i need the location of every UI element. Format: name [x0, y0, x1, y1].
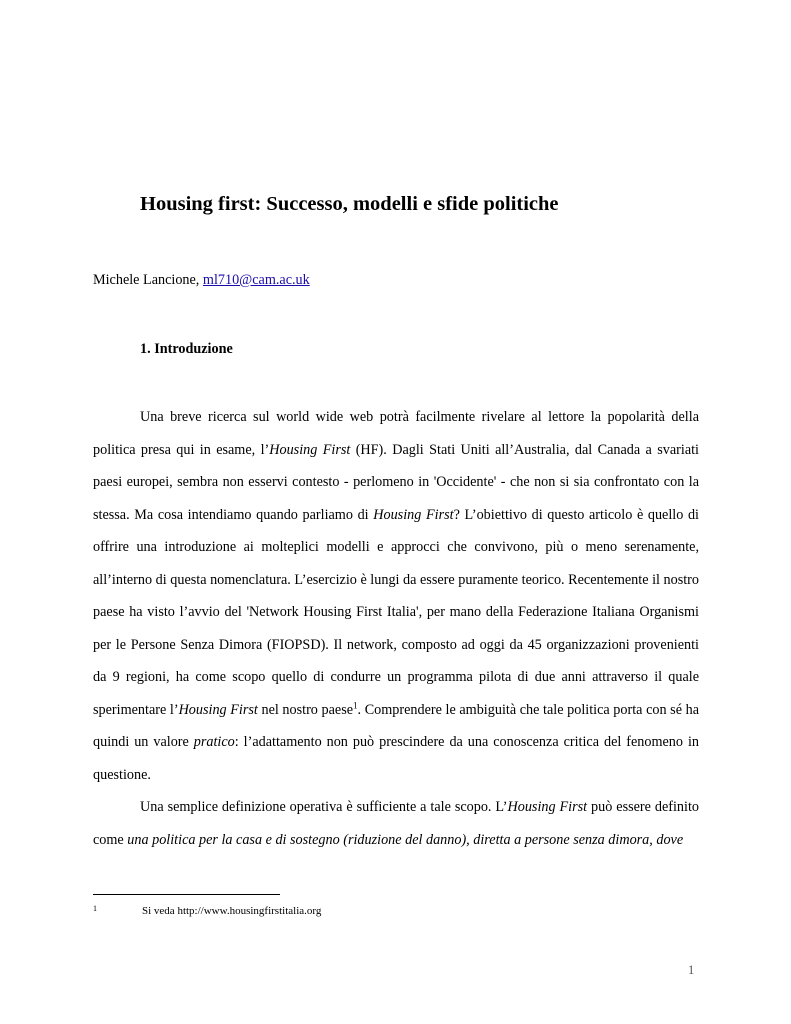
section-heading: 1. Introduzione: [140, 341, 233, 357]
text-run: può essere definito come: [93, 799, 699, 848]
italic-run: Housing First: [373, 506, 454, 523]
footnote-reference[interactable]: 1: [353, 699, 358, 710]
text-run: Una semplice definizione operativa è sufficiente a tale scopo. L’: [140, 799, 508, 815]
text-run: (HF). Dagli Stati Uniti all’Australia, dal Canada a svariati paesi europei, sembra non esservi contesto - perlomeno in 'Occidente' - che non si sia confrontato con la stessa. Ma cosa intendiamo quando parliamo di: [93, 441, 699, 523]
text-run: Una breve ricerca sul world wide web potrà facilmente rivelare al lettore la popolarità della politica presa qui in esame, l’: [93, 409, 699, 458]
author-name: Michele Lancione,: [93, 272, 203, 288]
paragraph-2: [93, 791, 699, 856]
text-run: ? L’obiettivo di questo articolo è quello di offrire una introduzione ai molteplici modelli e approcci che convivono, più o meno serenamente, all’interno di questa nomenclatura. L’esercizio è lungi da essere puramente teorico. Recentemente il nostro paese ha visto l’avvio del 'Network Housing First Italia', per mano della Federazione Italiana Organismi per le Persone Senza Dimora (FIOPSD). Il network, composto ad oggi da 45 organizzazioni provenienti da 9 regioni, ha come scopo quello di condurre un programma pilota di due anni attraverso il quale sperimentare l’: [93, 506, 700, 718]
italic-run: una politica per la casa e di sostegno (riduzione del danno), diretta a persone senza dimora, dove: [127, 831, 684, 848]
italic-run: Housing First: [269, 441, 351, 458]
text-run: . Comprendere le ambiguità che tale politica porta con sé ha quindi un valore: [93, 701, 700, 750]
footnote-text: Si veda http://www.housingfirstitalia.org: [142, 905, 322, 917]
text-run: : l’adattamento non può prescindere da una conoscenza critica del fenomeno in questione.: [93, 734, 699, 783]
text-run: nel nostro paese: [257, 701, 354, 718]
italic-run: Housing First: [507, 799, 588, 815]
body-text: [93, 401, 699, 856]
page-number: 1: [688, 963, 695, 977]
document-title: Housing first: Successo, modelli e sfide politiche: [140, 193, 559, 215]
italic-run: pratico: [193, 734, 235, 750]
footnote-number: 1: [93, 904, 97, 913]
author-line: [93, 270, 310, 290]
author-email-link[interactable]: ml710@cam.ac.uk: [202, 272, 310, 288]
paragraph-1: [93, 401, 699, 791]
italic-run: Housing First: [178, 701, 258, 718]
footnote-divider: [93, 894, 280, 895]
